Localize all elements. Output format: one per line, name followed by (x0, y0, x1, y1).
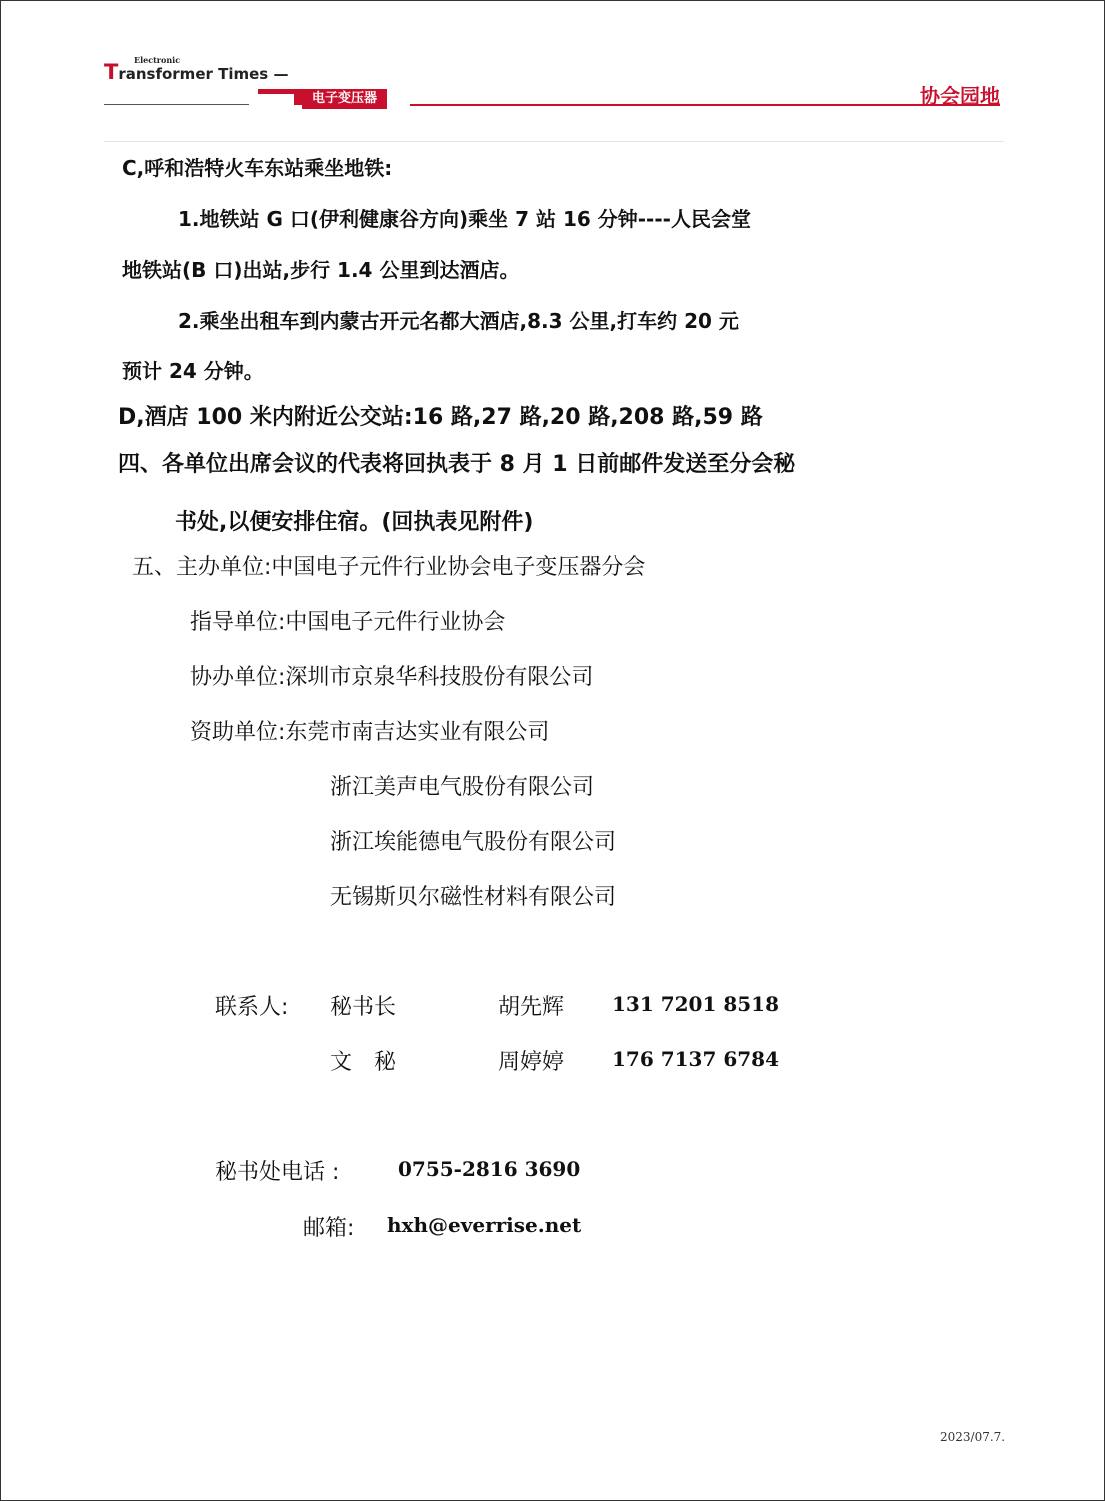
d-bus-stops: D,酒店 100 米内附近公交站:16 路,27 路,20 路,208 路,59 路 (118, 405, 763, 430)
office-phone: 0755-2816 3690 (398, 1157, 581, 1181)
transformer-times-logo (104, 55, 424, 110)
logo-rule (104, 104, 249, 105)
contact1-phone: 131 7201 8518 (612, 992, 780, 1016)
logo-step-shape (258, 89, 308, 105)
sponsor-4: 无锡斯贝尔磁性材料有限公司 (330, 885, 617, 910)
contact2-role: 文 秘 (330, 1050, 397, 1075)
logo-title: Transformer Times — (104, 60, 289, 84)
sponsor-2: 浙江美声电气股份有限公司 (330, 775, 595, 800)
office-phone-label: 秘书处电话 : (215, 1160, 340, 1185)
date-stamp: 2023/07.7. (940, 1430, 1006, 1444)
sponsor-3: 浙江埃能德电气股份有限公司 (330, 830, 617, 855)
c-item2-line1: 2.乘坐出租车到内蒙古开元名都大酒店,8.3 公里,打车约 20 元 (178, 309, 739, 333)
email-label: 邮箱: (303, 1216, 355, 1241)
c-heading: C,呼和浩特火车东站乘坐地铁: (122, 156, 393, 180)
logo-badge: 电子变压器 (302, 89, 387, 109)
logo-electronic-text: Electronic (134, 55, 181, 65)
email-address: hxh@everrise.net (387, 1213, 582, 1237)
contact1-name: 胡先辉 (498, 995, 565, 1020)
c-item1-line2: 地铁站(B 口)出站,步行 1.4 公里到达酒店。 (122, 258, 520, 282)
contact2-name: 周婷婷 (498, 1050, 565, 1075)
contact1-role: 秘书长 (330, 995, 397, 1020)
header-red-rule (410, 104, 1000, 106)
guide-unit: 指导单位:中国电子元件行业协会 (190, 610, 506, 635)
sponsor-1: 资助单位:东莞市南吉达实业有限公司 (190, 720, 550, 745)
section4-line2: 书处,以便安排住宿。(回执表见附件) (175, 510, 534, 535)
section4-line1: 四、各单位出席会议的代表将回执表于 8 月 1 日前邮件发送至分会秘 (118, 452, 796, 477)
c-item1-line1: 1.地铁站 G 口(伊利健康谷方向)乘坐 7 站 16 分钟----人民会堂 (178, 207, 751, 231)
c-item2-line2: 预计 24 分钟。 (122, 359, 264, 383)
header-divider (104, 141, 1004, 142)
co-organizer: 协办单位:深圳市京泉华科技股份有限公司 (190, 665, 594, 690)
logo-title-rest: ransformer Times (118, 65, 269, 83)
host-unit: 五、主办单位:中国电子元件行业协会电子变压器分会 (132, 555, 646, 580)
section-title: 协会园地 (920, 84, 1000, 108)
contact2-phone: 176 7137 6784 (612, 1047, 780, 1071)
contact-label: 联系人: (215, 995, 289, 1020)
logo-title-initial: T (104, 60, 119, 84)
